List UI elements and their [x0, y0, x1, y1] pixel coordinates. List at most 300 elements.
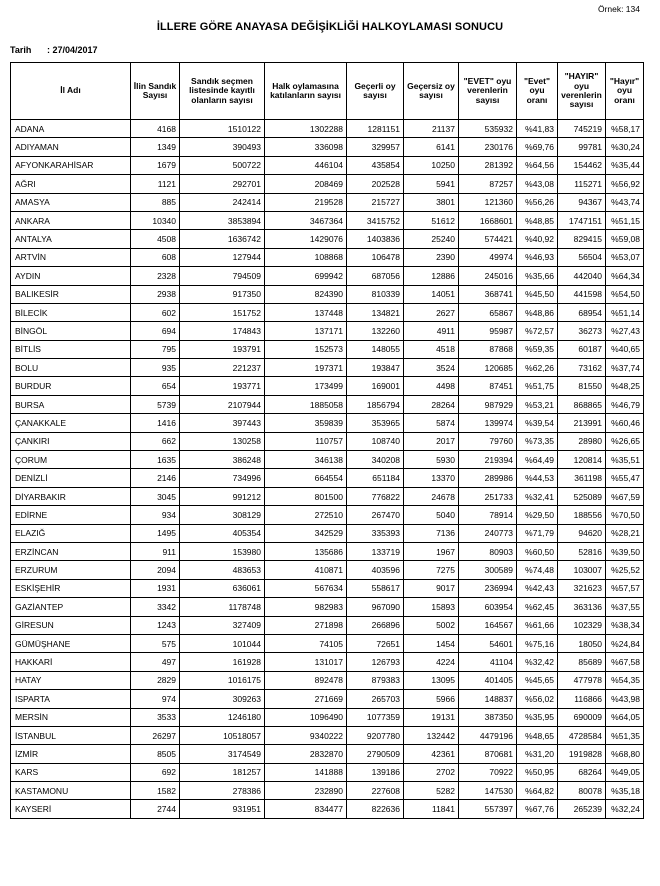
yes-votes-cell: 401405	[459, 671, 517, 689]
ballot-boxes-cell: 26297	[131, 726, 180, 744]
registered-voters-cell: 500722	[180, 156, 265, 174]
valid-votes-cell: 193847	[347, 359, 404, 377]
no-rate-cell: %54,50	[606, 285, 644, 303]
yes-rate-cell: %50,95	[517, 763, 558, 781]
participants-cell: 342529	[265, 524, 347, 542]
registered-voters-cell: 309263	[180, 690, 265, 708]
yes-votes-cell: 121360	[459, 193, 517, 211]
ballot-boxes-cell: 1582	[131, 782, 180, 800]
ballot-boxes-cell: 575	[131, 634, 180, 652]
table-row	[11, 395, 644, 413]
table-row	[11, 138, 644, 156]
no-rate-cell: %67,59	[606, 487, 644, 505]
registered-voters-cell: 794509	[180, 267, 265, 285]
registered-voters-cell: 3174549	[180, 745, 265, 763]
participants-cell: 1096490	[265, 708, 347, 726]
registered-voters-cell: 636061	[180, 579, 265, 597]
ballot-boxes-cell: 885	[131, 193, 180, 211]
participants-cell: 446104	[265, 156, 347, 174]
valid-votes-cell: 879383	[347, 671, 404, 689]
no-rate-cell: %43,74	[606, 193, 644, 211]
ballot-boxes-cell: 10340	[131, 211, 180, 229]
no-votes-cell: 81550	[558, 377, 606, 395]
table-body	[11, 120, 644, 819]
table-row	[11, 414, 644, 432]
province-cell: İSTANBUL	[11, 726, 131, 744]
registered-voters-cell: 3853894	[180, 211, 265, 229]
valid-votes-cell: 1077359	[347, 708, 404, 726]
registered-voters-cell: 734996	[180, 469, 265, 487]
no-votes-cell: 99781	[558, 138, 606, 156]
table-row	[11, 487, 644, 505]
registered-voters-cell: 917350	[180, 285, 265, 303]
no-rate-cell: %30,24	[606, 138, 644, 156]
valid-votes-cell: 353965	[347, 414, 404, 432]
no-votes-cell: 321623	[558, 579, 606, 597]
participants-cell: 982983	[265, 598, 347, 616]
ballot-boxes-cell: 2094	[131, 561, 180, 579]
province-cell: ERZİNCAN	[11, 542, 131, 560]
no-rate-cell: %35,18	[606, 782, 644, 800]
no-rate-cell: %70,50	[606, 506, 644, 524]
province-cell: AFYONKARAHİSAR	[11, 156, 131, 174]
province-cell: ANTALYA	[11, 230, 131, 248]
no-rate-cell: %64,34	[606, 267, 644, 285]
no-votes-cell: 441598	[558, 285, 606, 303]
table-row	[11, 800, 644, 818]
valid-votes-cell: 126793	[347, 653, 404, 671]
yes-votes-cell: 603954	[459, 598, 517, 616]
ballot-boxes-cell: 911	[131, 542, 180, 560]
ballot-boxes-cell: 4168	[131, 120, 180, 138]
invalid-votes-cell: 14051	[404, 285, 459, 303]
valid-votes-cell: 3415752	[347, 211, 404, 229]
registered-voters-cell: 151752	[180, 303, 265, 321]
registered-voters-cell: 390493	[180, 138, 265, 156]
no-votes-cell: 477978	[558, 671, 606, 689]
participants-cell: 137448	[265, 303, 347, 321]
registered-voters-cell: 292701	[180, 175, 265, 193]
invalid-votes-cell: 51612	[404, 211, 459, 229]
yes-votes-cell: 574421	[459, 230, 517, 248]
valid-votes-cell: 139186	[347, 763, 404, 781]
no-votes-cell: 745219	[558, 120, 606, 138]
no-rate-cell: %26,65	[606, 432, 644, 450]
province-cell: AĞRI	[11, 175, 131, 193]
valid-votes-cell: 340208	[347, 451, 404, 469]
table-row	[11, 303, 644, 321]
ballot-boxes-cell: 602	[131, 303, 180, 321]
yes-rate-cell: %62,26	[517, 359, 558, 377]
yes-votes-cell: 41104	[459, 653, 517, 671]
registered-voters-cell: 242414	[180, 193, 265, 211]
invalid-votes-cell: 13370	[404, 469, 459, 487]
valid-votes-cell: 265703	[347, 690, 404, 708]
valid-votes-cell: 1281151	[347, 120, 404, 138]
yes-rate-cell: %72,57	[517, 322, 558, 340]
date-label: Tarih	[10, 45, 32, 55]
ballot-boxes-cell: 1416	[131, 414, 180, 432]
no-rate-cell: %51,14	[606, 303, 644, 321]
province-cell: ADANA	[11, 120, 131, 138]
valid-votes-cell: 134821	[347, 303, 404, 321]
table-row	[11, 524, 644, 542]
no-votes-cell: 28980	[558, 432, 606, 450]
table-row	[11, 726, 644, 744]
participants-cell: 232890	[265, 782, 347, 800]
yes-rate-cell: %64,82	[517, 782, 558, 800]
participants-cell: 272510	[265, 506, 347, 524]
no-rate-cell: %58,17	[606, 120, 644, 138]
table-row	[11, 745, 644, 763]
yes-rate-cell: %29,50	[517, 506, 558, 524]
valid-votes-cell: 169001	[347, 377, 404, 395]
yes-votes-cell: 78914	[459, 506, 517, 524]
participants-cell: 336098	[265, 138, 347, 156]
valid-votes-cell: 2790509	[347, 745, 404, 763]
yes-votes-cell: 95987	[459, 322, 517, 340]
valid-votes-cell: 810339	[347, 285, 404, 303]
invalid-votes-cell: 7275	[404, 561, 459, 579]
participants-cell: 699942	[265, 267, 347, 285]
yes-votes-cell: 281392	[459, 156, 517, 174]
province-cell: KASTAMONU	[11, 782, 131, 800]
table-row	[11, 322, 644, 340]
yes-votes-cell: 245016	[459, 267, 517, 285]
yes-rate-cell: %40,92	[517, 230, 558, 248]
yes-votes-cell: 139974	[459, 414, 517, 432]
valid-votes-cell: 106478	[347, 248, 404, 266]
registered-voters-cell: 397443	[180, 414, 265, 432]
ballot-boxes-cell: 692	[131, 763, 180, 781]
province-cell: MERSİN	[11, 708, 131, 726]
yes-rate-cell: %59,35	[517, 340, 558, 358]
registered-voters-cell: 221237	[180, 359, 265, 377]
valid-votes-cell: 108740	[347, 432, 404, 450]
no-rate-cell: %51,35	[606, 726, 644, 744]
province-cell: BİLECİK	[11, 303, 131, 321]
no-votes-cell: 1919828	[558, 745, 606, 763]
yes-rate-cell: %45,65	[517, 671, 558, 689]
yes-rate-cell: %60,50	[517, 542, 558, 560]
participants-cell: 141888	[265, 763, 347, 781]
registered-voters-cell: 327409	[180, 616, 265, 634]
no-rate-cell: %35,44	[606, 156, 644, 174]
ballot-boxes-cell: 1679	[131, 156, 180, 174]
province-cell: ESKİŞEHİR	[11, 579, 131, 597]
invalid-votes-cell: 5040	[404, 506, 459, 524]
province-cell: KARS	[11, 763, 131, 781]
valid-votes-cell: 687056	[347, 267, 404, 285]
participants-cell: 1429076	[265, 230, 347, 248]
ballot-boxes-cell: 2829	[131, 671, 180, 689]
no-votes-cell: 36273	[558, 322, 606, 340]
participants-cell: 567634	[265, 579, 347, 597]
yes-rate-cell: %53,21	[517, 395, 558, 413]
yes-votes-cell: 4479196	[459, 726, 517, 744]
no-rate-cell: %48,25	[606, 377, 644, 395]
invalid-votes-cell: 5941	[404, 175, 459, 193]
registered-voters-cell: 386248	[180, 451, 265, 469]
table-row	[11, 432, 644, 450]
ballot-boxes-cell: 2146	[131, 469, 180, 487]
valid-votes-cell: 776822	[347, 487, 404, 505]
province-cell: ISPARTA	[11, 690, 131, 708]
yes-rate-cell: %35,66	[517, 267, 558, 285]
no-rate-cell: %43,98	[606, 690, 644, 708]
ballot-boxes-cell: 3342	[131, 598, 180, 616]
participants-cell: 173499	[265, 377, 347, 395]
ballot-boxes-cell: 654	[131, 377, 180, 395]
ballot-boxes-cell: 934	[131, 506, 180, 524]
col-header-no-rate: "Hayır" oyu oranı	[606, 63, 644, 120]
invalid-votes-cell: 21137	[404, 120, 459, 138]
invalid-votes-cell: 3801	[404, 193, 459, 211]
no-rate-cell: %37,74	[606, 359, 644, 377]
registered-voters-cell: 101044	[180, 634, 265, 652]
participants-cell: 135686	[265, 542, 347, 560]
yes-rate-cell: %61,66	[517, 616, 558, 634]
no-votes-cell: 103007	[558, 561, 606, 579]
table-row	[11, 193, 644, 211]
yes-votes-cell: 236994	[459, 579, 517, 597]
valid-votes-cell: 266896	[347, 616, 404, 634]
no-votes-cell: 1747151	[558, 211, 606, 229]
ballot-boxes-cell: 608	[131, 248, 180, 266]
invalid-votes-cell: 1454	[404, 634, 459, 652]
invalid-votes-cell: 6141	[404, 138, 459, 156]
no-votes-cell: 18050	[558, 634, 606, 652]
yes-votes-cell: 219394	[459, 451, 517, 469]
table-row	[11, 579, 644, 597]
registered-voters-cell: 174843	[180, 322, 265, 340]
no-rate-cell: %67,58	[606, 653, 644, 671]
no-rate-cell: %39,50	[606, 542, 644, 560]
province-cell: AYDIN	[11, 267, 131, 285]
participants-cell: 271898	[265, 616, 347, 634]
invalid-votes-cell: 2390	[404, 248, 459, 266]
yes-rate-cell: %44,53	[517, 469, 558, 487]
date-line	[10, 45, 98, 55]
ballot-boxes-cell: 3533	[131, 708, 180, 726]
yes-rate-cell: %62,45	[517, 598, 558, 616]
invalid-votes-cell: 1967	[404, 542, 459, 560]
participants-cell: 346138	[265, 451, 347, 469]
yes-votes-cell: 147530	[459, 782, 517, 800]
registered-voters-cell: 2107944	[180, 395, 265, 413]
ballot-boxes-cell: 8505	[131, 745, 180, 763]
invalid-votes-cell: 5966	[404, 690, 459, 708]
province-cell: EDİRNE	[11, 506, 131, 524]
yes-votes-cell: 368741	[459, 285, 517, 303]
province-cell: GÜMÜŞHANE	[11, 634, 131, 652]
province-cell: BURSA	[11, 395, 131, 413]
col-header-participants: Halk oylamasına katılanların sayısı	[265, 63, 347, 120]
invalid-votes-cell: 19131	[404, 708, 459, 726]
ballot-boxes-cell: 2744	[131, 800, 180, 818]
participants-cell: 208469	[265, 175, 347, 193]
ballot-boxes-cell: 1243	[131, 616, 180, 634]
table-row	[11, 211, 644, 229]
yes-votes-cell: 164567	[459, 616, 517, 634]
valid-votes-cell: 335393	[347, 524, 404, 542]
yes-rate-cell: %64,56	[517, 156, 558, 174]
no-rate-cell: %55,47	[606, 469, 644, 487]
valid-votes-cell: 72651	[347, 634, 404, 652]
yes-rate-cell: %67,76	[517, 800, 558, 818]
registered-voters-cell: 127944	[180, 248, 265, 266]
invalid-votes-cell: 5282	[404, 782, 459, 800]
participants-cell: 137171	[265, 322, 347, 340]
date-value: : 27/04/2017	[47, 45, 98, 55]
yes-votes-cell: 557397	[459, 800, 517, 818]
yes-votes-cell: 87451	[459, 377, 517, 395]
yes-votes-cell: 300589	[459, 561, 517, 579]
yes-rate-cell: %74,48	[517, 561, 558, 579]
registered-voters-cell: 308129	[180, 506, 265, 524]
province-cell: BİTLİS	[11, 340, 131, 358]
province-cell: BOLU	[11, 359, 131, 377]
participants-cell: 152573	[265, 340, 347, 358]
no-votes-cell: 115271	[558, 175, 606, 193]
participants-cell: 664554	[265, 469, 347, 487]
yes-votes-cell: 80903	[459, 542, 517, 560]
no-rate-cell: %59,08	[606, 230, 644, 248]
valid-votes-cell: 215727	[347, 193, 404, 211]
no-votes-cell: 80078	[558, 782, 606, 800]
no-votes-cell: 102329	[558, 616, 606, 634]
no-rate-cell: %40,65	[606, 340, 644, 358]
yes-votes-cell: 79760	[459, 432, 517, 450]
province-cell: ÇANKIRI	[11, 432, 131, 450]
invalid-votes-cell: 132442	[404, 726, 459, 744]
example-number: Örnek: 134	[597, 4, 640, 14]
yes-rate-cell: %41,83	[517, 120, 558, 138]
yes-votes-cell: 120685	[459, 359, 517, 377]
registered-voters-cell: 1016175	[180, 671, 265, 689]
registered-voters-cell: 130258	[180, 432, 265, 450]
no-votes-cell: 363136	[558, 598, 606, 616]
yes-votes-cell: 54601	[459, 634, 517, 652]
invalid-votes-cell: 3524	[404, 359, 459, 377]
yes-votes-cell: 49974	[459, 248, 517, 266]
no-rate-cell: %32,24	[606, 800, 644, 818]
col-header-yes-votes: "EVET" oyu verenlerin sayısı	[459, 63, 517, 120]
no-rate-cell: %56,92	[606, 175, 644, 193]
valid-votes-cell: 435854	[347, 156, 404, 174]
registered-voters-cell: 931951	[180, 800, 265, 818]
yes-votes-cell: 230176	[459, 138, 517, 156]
ballot-boxes-cell: 1121	[131, 175, 180, 193]
province-cell: BURDUR	[11, 377, 131, 395]
no-votes-cell: 116866	[558, 690, 606, 708]
no-votes-cell: 154462	[558, 156, 606, 174]
no-votes-cell: 829415	[558, 230, 606, 248]
table-row	[11, 340, 644, 358]
yes-rate-cell: %31,20	[517, 745, 558, 763]
registered-voters-cell: 10518057	[180, 726, 265, 744]
table-row	[11, 451, 644, 469]
valid-votes-cell: 148055	[347, 340, 404, 358]
province-cell: ARTVİN	[11, 248, 131, 266]
no-votes-cell: 85689	[558, 653, 606, 671]
province-cell: BİNGÖL	[11, 322, 131, 340]
yes-rate-cell: %48,85	[517, 211, 558, 229]
yes-rate-cell: %48,86	[517, 303, 558, 321]
province-cell: DİYARBAKIR	[11, 487, 131, 505]
yes-rate-cell: %46,93	[517, 248, 558, 266]
table-row	[11, 542, 644, 560]
no-rate-cell: %57,57	[606, 579, 644, 597]
yes-rate-cell: %35,95	[517, 708, 558, 726]
no-votes-cell: 361198	[558, 469, 606, 487]
participants-cell: 131017	[265, 653, 347, 671]
table-row	[11, 156, 644, 174]
ballot-boxes-cell: 935	[131, 359, 180, 377]
col-header-no-votes: "HAYIR" oyu verenlerin sayısı	[558, 63, 606, 120]
ballot-boxes-cell: 5739	[131, 395, 180, 413]
registered-voters-cell: 483653	[180, 561, 265, 579]
participants-cell: 9340222	[265, 726, 347, 744]
no-rate-cell: %68,80	[606, 745, 644, 763]
no-rate-cell: %60,46	[606, 414, 644, 432]
table-row	[11, 120, 644, 138]
province-cell: BALIKESİR	[11, 285, 131, 303]
valid-votes-cell: 227608	[347, 782, 404, 800]
yes-rate-cell: %75,16	[517, 634, 558, 652]
registered-voters-cell: 1510122	[180, 120, 265, 138]
yes-votes-cell: 289986	[459, 469, 517, 487]
no-rate-cell: %35,51	[606, 451, 644, 469]
invalid-votes-cell: 5874	[404, 414, 459, 432]
yes-votes-cell: 87257	[459, 175, 517, 193]
col-header-invalid-votes: Geçersiz oy sayısı	[404, 63, 459, 120]
yes-rate-cell: %69,76	[517, 138, 558, 156]
valid-votes-cell: 558617	[347, 579, 404, 597]
table-row	[11, 506, 644, 524]
yes-rate-cell: %51,75	[517, 377, 558, 395]
ballot-boxes-cell: 694	[131, 322, 180, 340]
yes-rate-cell: %73,35	[517, 432, 558, 450]
col-header-province: İl Adı	[11, 63, 131, 120]
yes-rate-cell: %42,43	[517, 579, 558, 597]
invalid-votes-cell: 13095	[404, 671, 459, 689]
no-votes-cell: 68264	[558, 763, 606, 781]
yes-rate-cell: %64,49	[517, 451, 558, 469]
invalid-votes-cell: 2017	[404, 432, 459, 450]
table-row	[11, 248, 644, 266]
province-cell: ANKARA	[11, 211, 131, 229]
registered-voters-cell: 1178748	[180, 598, 265, 616]
no-rate-cell: %37,55	[606, 598, 644, 616]
yes-rate-cell: %32,41	[517, 487, 558, 505]
results-table	[10, 62, 644, 819]
invalid-votes-cell: 9017	[404, 579, 459, 597]
registered-voters-cell: 153980	[180, 542, 265, 560]
yes-votes-cell: 1668601	[459, 211, 517, 229]
participants-cell: 824390	[265, 285, 347, 303]
no-rate-cell: %24,84	[606, 634, 644, 652]
province-cell: KAYSERİ	[11, 800, 131, 818]
table-row	[11, 285, 644, 303]
table-row	[11, 708, 644, 726]
no-votes-cell: 265239	[558, 800, 606, 818]
registered-voters-cell: 181257	[180, 763, 265, 781]
no-votes-cell: 68954	[558, 303, 606, 321]
participants-cell: 74105	[265, 634, 347, 652]
table-row	[11, 175, 644, 193]
no-votes-cell: 56504	[558, 248, 606, 266]
